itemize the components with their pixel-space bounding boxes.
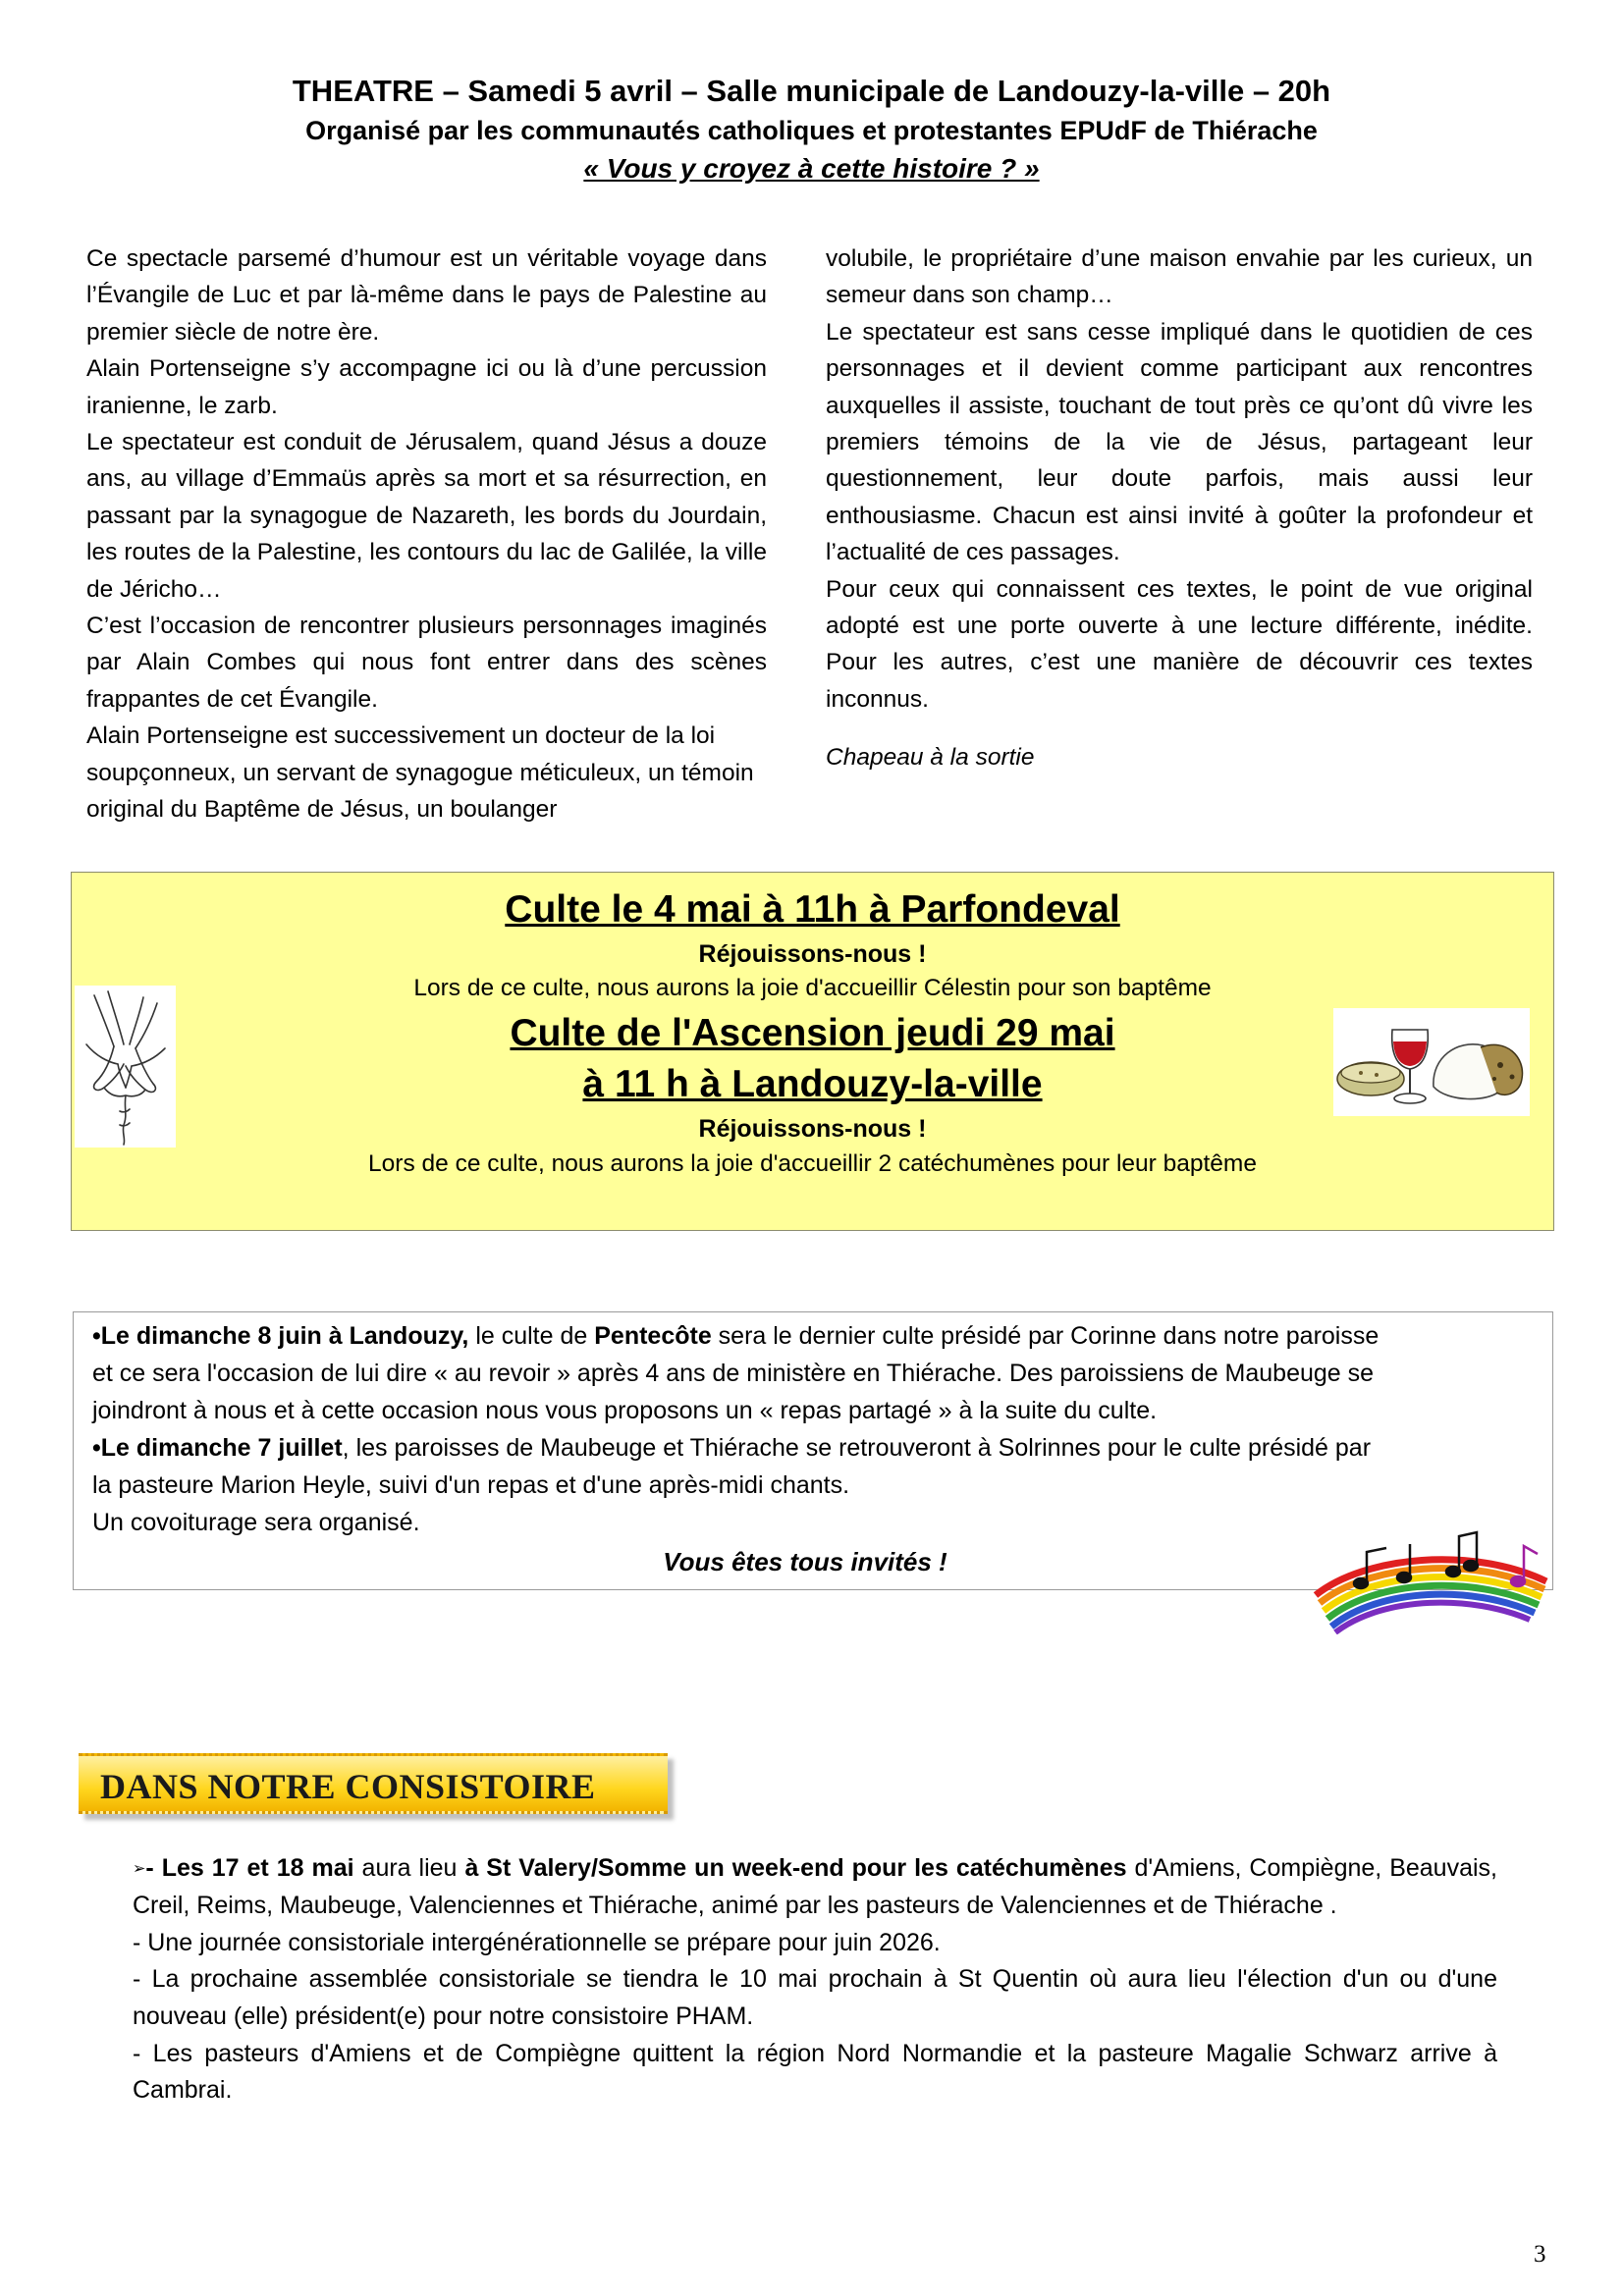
text-run: , les paroisses de Maubeuge et Thiérache se retrouveront à Solrinnes pour le culte présidé par <box>342 1434 1372 1462</box>
bullet: • <box>92 1434 101 1462</box>
paragraph: Alain Portenseigne est successivement un docteur de la loi soupçonneux, un servant de synagogue méticuleux, un témoin original du Baptême de Jésus, un boulanger <box>86 722 754 824</box>
closing-note: Chapeau à la sortie <box>826 744 1035 772</box>
box-border-gap <box>1493 1462 1552 1491</box>
pentecote-line-1 <box>92 1317 1379 1355</box>
pentecote-line-2: et ce sera l'occasion de lui dire « au revoir » après 4 ans de ministère en Thiérache. Des paroissiens de Maubeuge se <box>92 1360 1375 1387</box>
news-item <box>133 1850 1497 1925</box>
date-bold: - Les 17 et 18 mai <box>145 1854 354 1882</box>
paragraph: Le spectateur est conduit de Jérusalem, quand Jésus a douze ans, au village d’Emmaüs après sa mort et sa résurrection, en passant par la synagogue de Nazareth, les bords du Jourdain, les routes de la Palestine, les contours du lac de Galilée, la ville de Jéricho… <box>86 429 767 603</box>
praying-hands-icon <box>75 986 176 1148</box>
paragraph: Ce spectacle parsemé d’humour est un véritable voyage dans l’Évangile de Luc et par là-même dans le pays de Palestine au premier siècle de notre ère. <box>86 245 767 346</box>
text-run: d'Amiens, Compiègne, Beauvais, Creil, Reims, Maubeuge, Valenciennes et Thiérache, animé par les pasteurs de Valenciennes et de Thiérache . <box>133 1854 1497 1920</box>
theatre-left-column <box>86 240 767 828</box>
culte-title-ascension: Culte de l'Ascension jeudi 29 mai <box>510 1012 1115 1054</box>
paragraph: C’est l’occasion de rencontrer plusieurs personnages imaginés par Alain Combes qui nous font entrer dans des scènes frappantes de cet Évangile. <box>86 613 767 713</box>
culte-title-parfondeval: Culte le 4 mai à 11h à Parfondeval <box>505 888 1120 931</box>
page-header <box>0 71 1623 188</box>
news-item: - Les pasteurs d'Amiens et de Compiègne quittent la région Nord Normandie et la pasteure Magalie Schwarz arrive à Cambrai. <box>133 2039 1497 2105</box>
news-item: - La prochaine assemblée consistoriale se tiendra le 10 mai prochain à St Quentin où aura lieu l'élection d'un ou d'une nouveau (elle) président(e) pour notre consistoire PHAM. <box>133 1965 1497 2030</box>
consistoire-banner <box>79 1753 668 1814</box>
pentecote-line-4 <box>92 1429 1371 1467</box>
culte-text-bapteme: Lors de ce culte, nous aurons la joie d'accueillir Célestin pour son baptême <box>413 975 1212 1001</box>
paragraph: volubile, le propriétaire d’une maison envahie par les curieux, un semeur dans son champ… <box>826 245 1533 309</box>
text-run: le culte de <box>468 1322 595 1350</box>
rejoice-text: Réjouissons-nous ! <box>698 940 927 968</box>
pentecote-bold: Pentecôte <box>594 1322 712 1350</box>
paragraph: Le spectateur est sans cesse impliqué dans le quotidien de ces personnages et il devient comme participant aux rencontres auxquelles il assiste, touchant de tout près ce qu’ont dû vivre les premiers témoins de la vie de Jésus, partageant leur questionnement, leur doute parfois, mais aussi leur enthousiasme. Chacun est ainsi invité à goûter la profondeur et l’actualité de ces passages. <box>826 318 1533 566</box>
theatre-right-column <box>826 240 1533 776</box>
event-bold: à St Valery/Somme un week-end pour les catéchumènes <box>464 1854 1127 1882</box>
arrow-bullet-icon: ➢ <box>133 1860 146 1878</box>
invitation-text: Vous êtes tous invités ! <box>663 1547 947 1576</box>
culte-announcement-box <box>71 872 1554 1231</box>
theatre-subtitle: Organisé par les communautés catholiques et protestantes EPUdF de Thiérache <box>305 116 1318 145</box>
pentecote-line-3: joindront à nous et à cette occasion nous vous proposons un « repas partagé » à la suite du culte. <box>92 1397 1158 1424</box>
date-bold: Le dimanche 7 juillet <box>100 1434 343 1462</box>
music-notes-rainbow-icon <box>1306 1526 1556 1634</box>
date-bold: Le dimanche 8 juin à Landouzy, <box>100 1322 469 1350</box>
pentecote-line-5: la pasteure Marion Heyle, suivi d'un repas et d'une après-midi chants. <box>92 1471 850 1499</box>
section-heading: DANS NOTRE CONSISTOIRE <box>100 1767 596 1806</box>
page-number: 3 <box>1534 2241 1546 2268</box>
culte-text-catechumenes: Lors de ce culte, nous aurons la joie d'accueillir 2 catéchumènes pour leur baptême <box>368 1150 1257 1177</box>
culte-title-landouzy: à 11 h à Landouzy-la-ville <box>582 1063 1043 1105</box>
text-run: sera le dernier culte présidé par Corinne dans notre paroisse <box>711 1322 1380 1350</box>
paragraph: Alain Portenseigne s’y accompagne ici ou là d’une percussion iranienne, le zarb. <box>86 355 767 419</box>
news-item: - Une journée consistoriale intergénérationnelle se prépare pour juin 2026. <box>133 1928 941 1956</box>
pentecote-line-6: Un covoiturage sera organisé. <box>92 1509 420 1536</box>
paragraph: Pour ceux qui connaissent ces textes, le point de vue original adopté est une porte ouverte à une lecture différente, inédite. Pour les autres, c’est une manière de découvrir ces textes inconnus. <box>826 575 1533 713</box>
text-run: aura lieu <box>353 1854 465 1882</box>
bullet: • <box>92 1322 101 1350</box>
theatre-tagline: « Vous y croyez à cette histoire ? » <box>583 153 1040 184</box>
consistoire-news <box>133 1850 1497 2109</box>
theatre-title: THEATRE – Samedi 5 avril – Salle municipale de Landouzy-la-ville – 20h <box>292 74 1331 108</box>
bread-wine-icon <box>1333 1008 1530 1116</box>
rejoice-text: Réjouissons-nous ! <box>698 1115 927 1143</box>
